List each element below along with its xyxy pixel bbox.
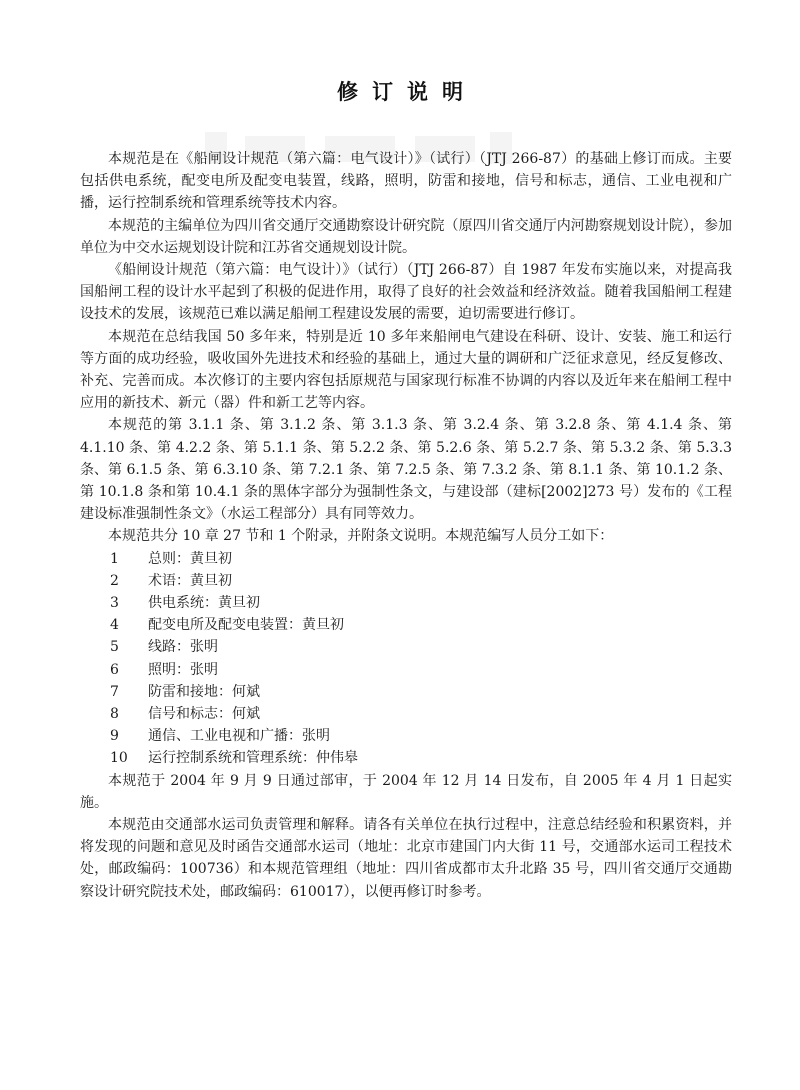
paragraph: 本规范由交通部水运司负责管理和解释。请各有关单位在执行过程中，注意总结经验和积累资料，并将发现的问题和意见及时函告交通部水运司（地址：北京市建国门内大街 11 号，交通部水运司工程技术处，邮政编码：100736）和本规范管理组（地址：四川省成都市太升北路 35 号，四川省交通厅交通勘察设计研究院技术处，邮政编码：610017），以便再修订时参考。 — [80, 816, 732, 900]
document-body — [80, 148, 732, 903]
list-item — [80, 636, 732, 658]
list-item — [80, 703, 732, 725]
list-item-text: 配变电所及配变电装置：黄旦初 — [148, 617, 344, 634]
paragraph: 《船闸设计规范（第六篇：电气设计）》（试行）（JTJ 266-87）自 1987 年发布实施以来，对提高我国船闸工程的设计水平起到了积极的促进作用，取得了良好的社会效益和经济效益。随着我国船闸工程建设技术的发展，该规范已难以满足船闸工程建设发展的需要，迫切需要进行修订。 — [80, 262, 732, 323]
paragraph: 本规范共分 10 章 27 节和 1 个附录，并附条文说明。本规范编写人员分工如下： — [108, 528, 614, 545]
list-item-number: 1 — [110, 550, 119, 567]
list-item-number: 5 — [110, 639, 119, 656]
list-item-number: 2 — [110, 572, 119, 589]
list-item-text: 供电系统：黄旦初 — [148, 595, 260, 612]
list-item-text: 防雷和接地：何斌 — [148, 683, 260, 700]
list-item-number: 6 — [110, 661, 119, 678]
list-item — [80, 681, 732, 703]
list-item — [80, 548, 732, 570]
list-item — [80, 747, 732, 769]
paragraph: 本规范于 2004 年 9 月 9 日通过部审，于 2004 年 12 月 14 日发布，自 2005 年 4 月 1 日起实施。 — [80, 772, 732, 811]
list-item-number: 9 — [110, 728, 119, 745]
list-item-number: 7 — [110, 683, 119, 700]
list-item — [80, 614, 732, 636]
list-item-text: 线路：张明 — [148, 639, 218, 656]
list-item-number: 8 — [110, 705, 119, 722]
list-item-text: 信号和标志：何斌 — [148, 705, 260, 722]
list-item-text: 通信、工业电视和广播：张明 — [148, 728, 330, 745]
list-item-text: 术语：黄旦初 — [148, 572, 232, 589]
list-item-number: 10 — [110, 750, 128, 767]
list-item — [80, 659, 732, 681]
list-item — [80, 592, 732, 614]
paragraph: 本规范是在《船闸设计规范（第六篇：电气设计）》（试行）（JTJ 266-87）的基础上修订而成。主要包括供电系统，配变电所及配变电装置，线路，照明，防雷和接地，信号和标志，通信、工业电视和广播，运行控制系统和管理系统等技术内容。 — [80, 151, 732, 212]
page-title: 修订说明 — [337, 80, 477, 104]
list-item-number: 4 — [110, 617, 119, 634]
list-item-number: 3 — [110, 595, 119, 612]
list-item — [80, 570, 732, 592]
paragraph: 本规范的主编单位为四川省交通厅交通勘察设计研究院（原四川省交通厅内河勘察规划设计院），参加单位为中交水运规划设计院和江苏省交通规划设计院。 — [80, 217, 732, 256]
list-item — [80, 725, 732, 747]
paragraph: 本规范的第 3.1.1 条、第 3.1.2 条、第 3.1.3 条、第 3.2.4 条、第 3.2.8 条、第 4.1.4 条、第 4.1.10 条、第 4.2.2 条、第 5.1.1 条、第 5.2.2 条、第 5.2.6 条、第 5.2.7 条、第 5.3.2 条、第 5.3.3 条、第 6.1.5 条、第 6.3.10 条、第 7.2.1 条、第 7.2.5 条、第 7.3.2 条、第 8.1.1 条、第 10.1.2 条、第 10.1.8 条和第 10.4.1 条的黑体字部分为强制性条文，与建设部（建标[2002]273 号）发布的《工程建设标准强制性条文》（水运工程部分）具有同等效力。 — [80, 417, 732, 523]
author-list — [80, 548, 732, 770]
paragraph: 本规范在总结我国 50 多年来，特别是近 10 多年来船闸电气建设在科研、设计、安装、施工和运行等方面的成功经验，吸收国外先进技术和经验的基础上，通过大量的调研和广泛征求意见，经反复修改、补充、完善而成。本次修订的主要内容包括原规范与国家现行标准不协调的内容以及近年来在船闸工程中应用的新技术、新元（器）件和新工艺等内容。 — [80, 328, 732, 412]
list-item-text: 总则：黄旦初 — [148, 550, 232, 567]
list-item-text: 运行控制系统和管理系统：仲伟皋 — [148, 750, 358, 767]
list-item-text: 照明：张明 — [148, 661, 218, 678]
